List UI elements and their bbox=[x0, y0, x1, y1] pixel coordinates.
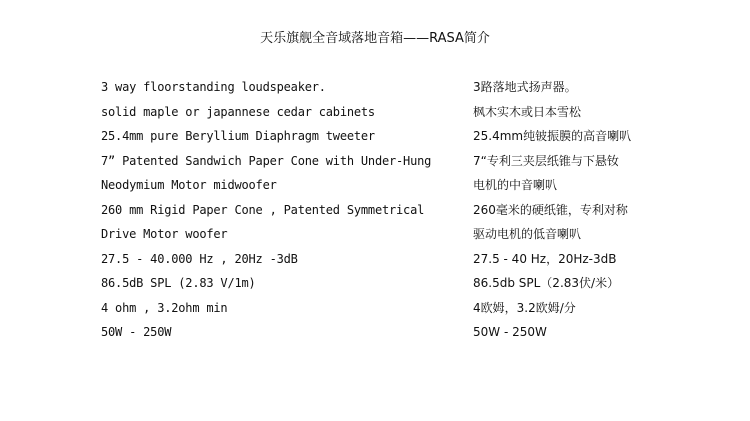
spec-chinese: 枫木实木或日本雪松 bbox=[473, 104, 582, 119]
spec-english: 50W - 250W bbox=[101, 325, 172, 339]
spec-chinese: 7“专利三夹层纸锥与下悬钕 bbox=[473, 153, 619, 168]
spec-chinese: 260毫米的硬纸锥，专利对称 bbox=[473, 202, 628, 217]
page-title: 天乐旗舰全音域落地音箱——RASA简介 bbox=[260, 31, 490, 46]
spec-row bbox=[101, 78, 721, 103]
spec-row bbox=[101, 176, 721, 201]
spec-list bbox=[101, 78, 721, 348]
spec-english: 4 ohm , 3.2ohm min bbox=[101, 300, 228, 315]
spec-row bbox=[101, 299, 721, 324]
spec-row bbox=[101, 250, 721, 275]
spec-chinese: 27.5 - 40 Hz，20Hz-3dB bbox=[473, 251, 617, 266]
spec-chinese: 4欧姆，3.2欧姆/分 bbox=[473, 300, 576, 315]
spec-row bbox=[101, 323, 721, 348]
spec-english: 27.5 - 40.000 Hz , 20Hz -3dB bbox=[101, 251, 298, 266]
spec-english: Neodymium Motor midwoofer bbox=[101, 178, 277, 192]
spec-row bbox=[101, 152, 721, 177]
spec-row bbox=[101, 103, 721, 128]
spec-chinese: 25.4mm纯铍振膜的高音喇叭 bbox=[473, 129, 632, 143]
spec-english: 260 mm Rigid Paper Cone , Patented Symmetrical bbox=[101, 202, 425, 217]
spec-row bbox=[101, 274, 721, 299]
spec-chinese: 3路落地式扬声器。 bbox=[473, 80, 577, 94]
spec-row bbox=[101, 127, 721, 152]
spec-english: 86.5dB SPL (2.83 V/1m) bbox=[101, 276, 256, 290]
spec-english: 3 way floorstanding loudspeaker. bbox=[101, 80, 326, 94]
spec-english: 25.4mm pure Beryllium Diaphragm tweeter bbox=[101, 129, 375, 143]
spec-chinese: 50W - 250W bbox=[473, 325, 547, 339]
spec-english: 7” Patented Sandwich Paper Cone with Under-Hung bbox=[101, 153, 432, 168]
spec-row bbox=[101, 201, 721, 226]
spec-row bbox=[101, 225, 721, 250]
spec-english: solid maple or japannese cedar cabinets bbox=[101, 104, 375, 119]
spec-chinese: 86.5db SPL（2.83伏/米） bbox=[473, 276, 620, 290]
spec-chinese: 驱动电机的低音喇叭 bbox=[473, 227, 582, 241]
spec-chinese: 电机的中音喇叭 bbox=[473, 178, 558, 192]
spec-english: Drive Motor woofer bbox=[101, 227, 228, 241]
